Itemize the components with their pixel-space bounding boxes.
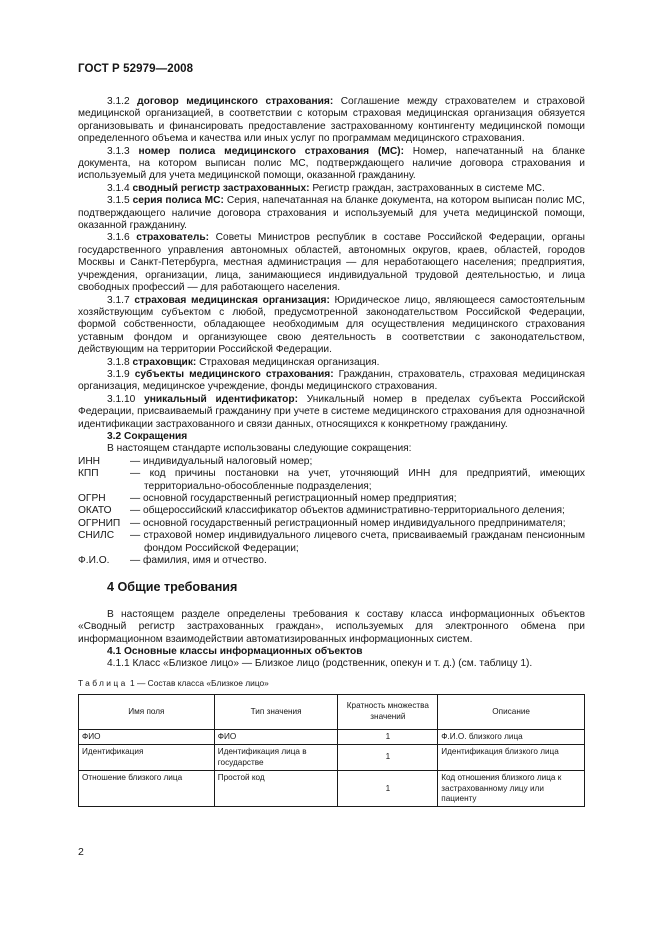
- definition-term: договор медицинского страхования:: [137, 96, 334, 107]
- abbr-code: ОГРН: [78, 493, 106, 504]
- definitions-list: [78, 96, 585, 431]
- definition-number: 3.1.2: [107, 96, 130, 107]
- abbr-desc: — общероссийский классификатор объектов административно-территориального деления;: [130, 505, 565, 517]
- definition-3-1-5: [78, 195, 585, 232]
- definition-number: 3.1.6: [107, 232, 130, 244]
- column-header: Описание: [438, 694, 585, 729]
- definition-number: 3.1.5: [107, 195, 130, 207]
- definition-term: уникальный идентификатор:: [144, 393, 298, 405]
- table-row: [79, 745, 585, 771]
- definition-3-1-3: [78, 146, 585, 183]
- table-caption-word: Таблица: [78, 677, 128, 688]
- abbr-desc: — основной государственный регистрационный номер индивидуального предпринимателя;: [130, 517, 566, 529]
- page-number: 2: [78, 846, 84, 858]
- table-row: [79, 729, 585, 744]
- table-cell: 1: [338, 729, 438, 744]
- abbr-desc: — страховой номер индивидуального лицевого счета, присваиваемый гражданам пенсионным фондом Российской Федерации;: [130, 530, 585, 554]
- definition-3-1-10: [78, 394, 585, 431]
- abbr-code: ОГРНИП: [78, 517, 121, 529]
- definition-term: страховщик:: [132, 356, 197, 368]
- definition-term: номер полиса медицинского страхования (МС):: [138, 145, 404, 157]
- abbr-desc: — фамилия, имя и отчество.: [130, 555, 267, 567]
- table-cell: Простой код: [214, 771, 338, 807]
- abbreviations-intro: В настоящем стандарте использованы следующие сокращения:: [107, 443, 412, 455]
- abbreviations-heading: 3.2 Сокращения: [107, 430, 188, 442]
- table-cell: Идентификация: [79, 745, 215, 771]
- definition-text: Гражданин, страхователь, страховая медицинская организация, медицинское учреждение, фонды медицинского страхования.: [78, 368, 585, 393]
- definition-number: 3.1.8: [107, 356, 130, 368]
- definition-number: 3.1.10: [107, 393, 136, 405]
- subsection-4-1-heading: 4.1 Основные классы информационных объектов: [107, 646, 363, 658]
- definition-3-1-8: [78, 357, 585, 369]
- standard-header: ГОСТ Р 52979—2008: [78, 63, 194, 75]
- abbr-code: СНИЛС: [78, 530, 115, 542]
- subsection-4-1-1-text: 4.1.1 Класс «Близкое лицо» — Близкое лицо (родственник, опекун и т. д.) (см. таблицу 1).: [107, 658, 533, 670]
- definition-text: Серия, напечатанная на бланке документа, на котором выписан полис МС, подтверждающего наличие договора страхования и используемый для учета медицинской помощи, оказанной гражданину.: [78, 195, 585, 232]
- table-cell: Ф.И.О. близкого лица: [438, 729, 585, 744]
- table-cell: ФИО: [214, 729, 338, 744]
- table-caption-title: 1 — Состав класса «Близкое лицо»: [127, 677, 269, 688]
- composition-table: [78, 694, 585, 807]
- definition-3-1-9: [78, 369, 585, 394]
- definition-number: 3.1.9: [107, 368, 130, 380]
- definition-term: серия полиса МС:: [132, 195, 224, 207]
- abbreviations-list: [78, 456, 585, 568]
- abbr-desc: — код причины постановки на учет, уточняющий ИНН для предприятий, имеющих территориально-обособленные подразделения;: [130, 468, 585, 492]
- definition-number: 3.1.4: [107, 182, 130, 194]
- definition-3-1-6: [78, 232, 585, 294]
- definition-3-1-4: [78, 183, 585, 195]
- section-4-intro: В настоящем разделе определены требования к составу класса информационных объектов «Сводный регистр застрахованных граждан», используемых для электронного обмена при информационном взаимодействии автоматизированных информационных систем.: [78, 608, 585, 645]
- definition-3-1-2: [78, 96, 585, 146]
- definition-text: Страховая медицинская организация.: [196, 356, 380, 368]
- definition-term: страховая медицинская организация:: [134, 294, 330, 306]
- table-cell: Идентификация лица в государстве: [214, 745, 338, 771]
- table-header-row: [79, 694, 585, 729]
- abbr-code: Ф.И.О.: [78, 555, 110, 567]
- definition-term: страхователь:: [136, 232, 210, 244]
- section-4-heading: 4 Общие требования: [107, 580, 238, 595]
- definition-number: 3.1.3: [107, 145, 130, 157]
- definition-number: 3.1.7: [107, 294, 130, 306]
- table-cell: ФИО: [79, 729, 215, 744]
- definition-text: Советы Министров республик в составе Российской Федерации, органы государственного управления автономных областей, автономных округов, краев, областей, городов Москвы и Санкт-Петербурга, местная администрация — для неработающего населения; предприятия, учреждения, организации, лица, занимающиеся индивидуальной трудовой деятельностью, и лица свободных профессий — для работающего населения.: [78, 232, 585, 294]
- abbr-desc: — основной государственный регистрационный номер предприятия;: [130, 493, 457, 504]
- table-cell: Идентификация близкого лица: [438, 745, 585, 771]
- definition-3-1-7: [78, 295, 585, 357]
- column-header: Имя поля: [79, 694, 215, 729]
- table-cell: Отношение близкого лица: [79, 771, 215, 807]
- page-content: [78, 96, 585, 807]
- abbr-code: ИНН: [78, 455, 101, 467]
- definition-text: Номер, напечатанный на бланке документа, на котором выписан полис МС, подтверждающего наличие договора страхования и используемый для учета медицинской помощи, оказанной гражданину.: [78, 145, 585, 182]
- definition-text: Регистр граждан, застрахованных в системе МС.: [309, 182, 545, 194]
- column-header: Кратность множества значений: [338, 694, 438, 729]
- abbr-code: КПП: [78, 468, 99, 480]
- table-row: [79, 771, 585, 807]
- abbr-code: ОКАТО: [78, 505, 112, 517]
- table-caption: [78, 678, 585, 689]
- definition-text: Уникальный номер в пределах субъекта Российской Федерации, присваиваемый гражданину при учете в системе медицинского страхования для однозначной идентификации застрахованного и связи данных, относящихся к конкретному гражданину.: [78, 393, 585, 430]
- abbr-desc: — индивидуальный налоговый номер;: [130, 455, 313, 467]
- definition-text: Соглашение между страхователем и страховой медицинской организацией, в соответствии с которым страховая медицинская организация обязуется организовывать и финансировать предоставление застрахованному контингенту медицинской помощи определенного объема и качества или иных услуг по программам медицинского страхования.: [78, 96, 585, 145]
- table-cell: Код отношения близкого лица к застрахованному лицу или пациенту: [438, 771, 585, 807]
- table-cell: 1: [338, 745, 438, 771]
- column-header: Тип значения: [214, 694, 338, 729]
- table-cell: 1: [338, 771, 438, 807]
- definition-term: сводный регистр застрахованных:: [132, 182, 310, 194]
- definition-term: субъекты медицинского страхования:: [134, 368, 334, 380]
- definition-text: Юридическое лицо, являющееся самостоятельным хозяйствующим субъектом с любой, предусмотренной законодательством Российской Федерации, формой собственности, обладающее необходимым для осуществления медицинского страхования уставным фондом и организующее свою деятельность в соответствии с законодательством, действующим на территории Российской Федерации.: [78, 294, 585, 356]
